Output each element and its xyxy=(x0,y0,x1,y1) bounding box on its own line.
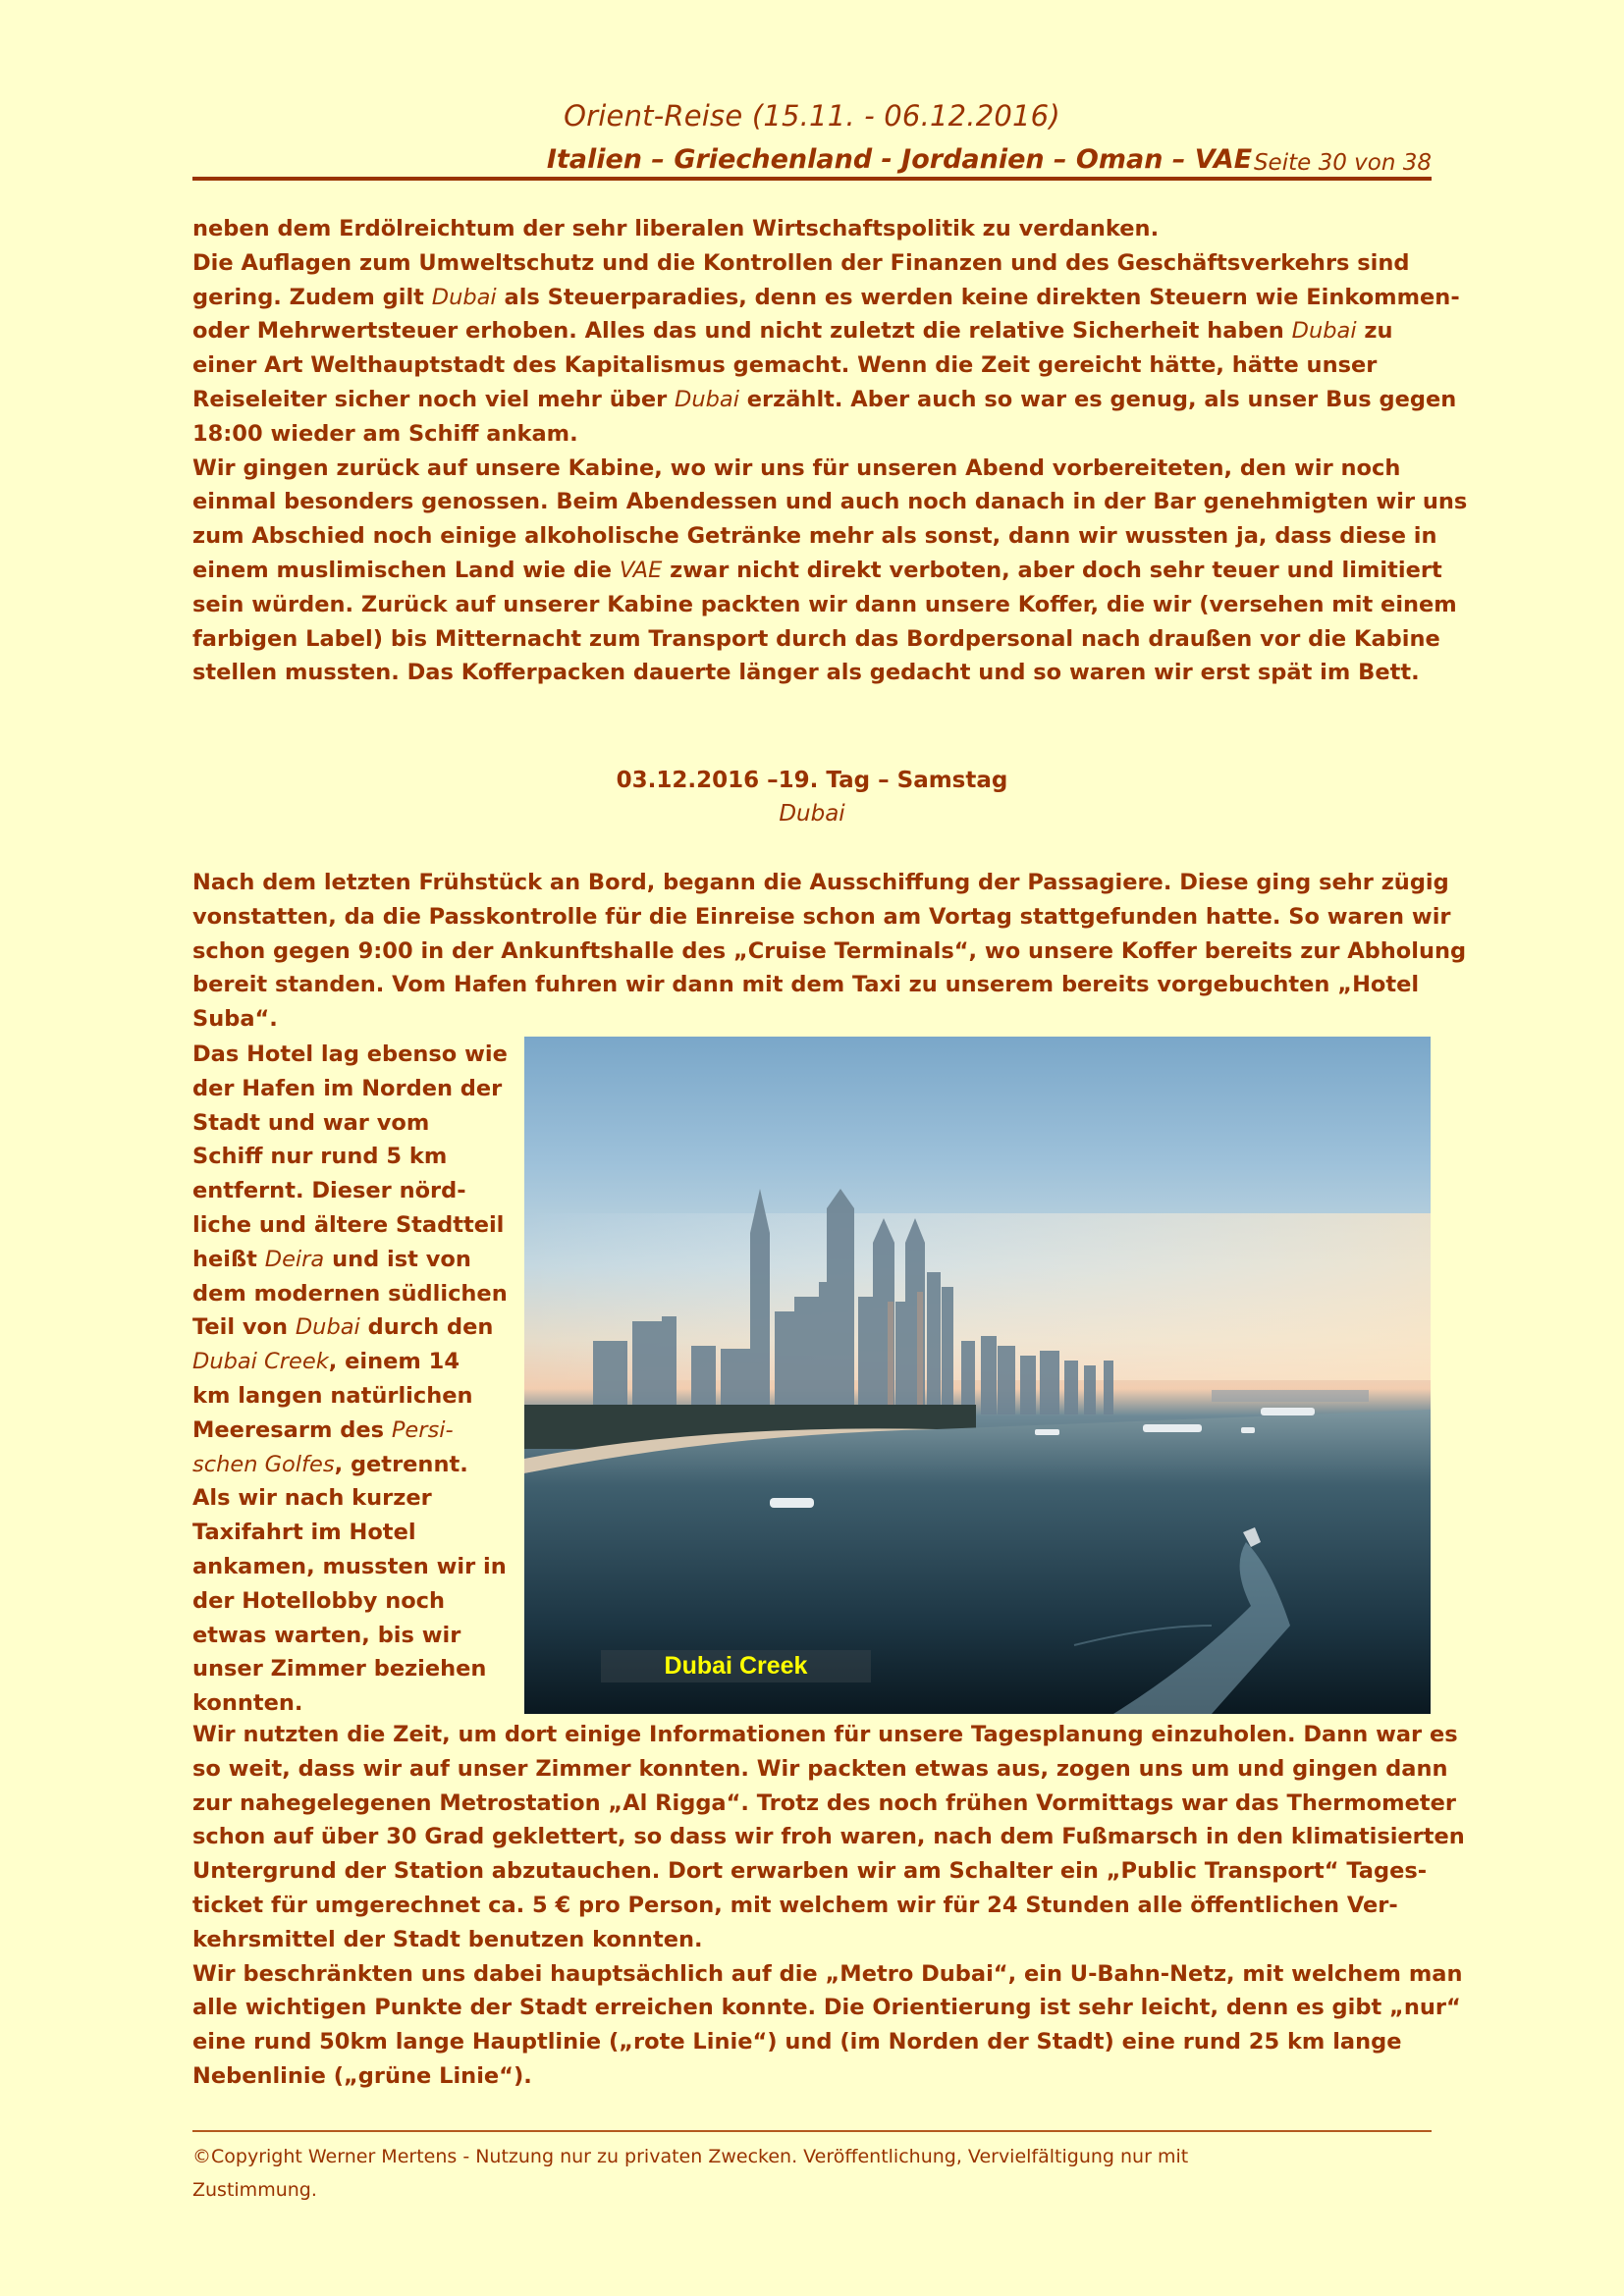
text-line: dem modernen südlichen xyxy=(192,1280,508,1307)
text-line: gering. Zudem gilt Dubai als Steuerparadies, denn es werden keine direkten Steuern wie Einkommen- xyxy=(192,284,1460,310)
text-line: kehrsmittel der Stadt benutzen konnten. xyxy=(192,1926,703,1952)
text-line: Wir nutzten die Zeit, um dort einige Informationen für unsere Tagesplanung einzuholen. Dann war es xyxy=(192,1722,1458,1747)
text-line: Wir gingen zurück auf unsere Kabine, wo wir uns für unseren Abend vorbereiteten, den wir noch xyxy=(192,454,1401,481)
copyright-line-2: Zustimmung. xyxy=(192,2179,317,2201)
dubai-creek-photo xyxy=(524,1037,1431,1714)
photo-caption: Dubai Creek xyxy=(664,1652,808,1680)
text-line: Das Hotel lag ebenso wie xyxy=(192,1041,508,1067)
day-heading: 03.12.2016 –19. Tag – Samstag xyxy=(616,768,1008,793)
text-line: der Hafen im Norden der xyxy=(192,1075,503,1101)
text-line: ankamen, mussten wir in xyxy=(192,1553,507,1579)
skyline-illustration xyxy=(524,1037,1431,1714)
text-line: so weit, dass wir auf unser Zimmer konnten. Wir packten etwas aus, zogen uns um und gingen dann xyxy=(192,1755,1448,1782)
text-line: Reiseleiter sicher noch viel mehr über Dubai erzählt. Aber auch so war es genug, als unser Bus gegen xyxy=(192,386,1457,412)
copyright-footer xyxy=(192,2140,1432,2207)
text-line: der Hotellobby noch xyxy=(192,1587,446,1614)
text-line: liche und ältere Stadtteil xyxy=(192,1211,505,1238)
text-line: schon auf über 30 Grad geklettert, so dass wir froh waren, nach dem Fußmarsch in den klimatisierten xyxy=(192,1824,1465,1850)
text-line: Als wir nach kurzer xyxy=(192,1485,432,1512)
text-line: vonstatten, da die Passkontrolle für die Einreise schon am Vortag stattgefunden hatte. So waren wir xyxy=(192,903,1451,930)
paragraph-evening xyxy=(192,212,1468,690)
paragraph-metro xyxy=(192,1718,1465,2094)
text-line: Die Auflagen zum Umweltschutz und die Kontrollen der Finanzen und des Geschäftsverkehrs sind xyxy=(192,249,1410,276)
text-line: oder Mehrwertsteuer erhoben. Alles das und nicht zuletzt die relative Sicherheit haben Dubai zu xyxy=(192,318,1393,345)
copyright-line-1: ©Copyright Werner Mertens - Nutzung nur zu privaten Zwecken. Veröffentlichung, Vervielfältigung nur mit xyxy=(192,2146,1189,2167)
text-line: einmal besonders genossen. Beim Abendessen und auch noch danach in der Bar genehmigten wir uns xyxy=(192,489,1468,515)
text-line: einem muslimischen Land wie die VAE zwar nicht direkt verboten, aber doch sehr teuer und limitiert xyxy=(192,557,1442,583)
caption-background xyxy=(601,1650,871,1682)
text-line: Wir beschränkten uns dabei hauptsächlich auf die „Metro Dubai“, ein U-Bahn-Netz, mit welchem man xyxy=(192,1960,1463,1987)
header-countries: Italien – Griechenland - Jordanien – Oman – VAE xyxy=(546,144,1253,175)
text-line: etwas warten, bis wir xyxy=(192,1622,461,1648)
text-line: Dubai Creek, einem 14 xyxy=(192,1349,460,1375)
text-line: schen Golfes, getrennt. xyxy=(192,1451,468,1477)
page-number: Seite 30 von 38 xyxy=(1253,150,1432,176)
text-line: Teil von Dubai durch den xyxy=(192,1314,494,1341)
text-line: sein würden. Zurück auf unserer Kabine packten wir dann unsere Koffer, die wir (versehen mit einem xyxy=(192,591,1457,617)
text-line: stellen mussten. Das Kofferpacken dauerte länger als gedacht und so waren wir erst spät im Bett. xyxy=(192,660,1420,686)
text-line: neben dem Erdölreichtum der sehr liberalen Wirtschaftspolitik zu verdanken. xyxy=(192,216,1160,241)
text-line: Untergrund der Station abzutauchen. Dort erwarben wir am Schalter ein „Public Transport“ Tages- xyxy=(192,1858,1428,1885)
text-line: Stadt und war vom xyxy=(192,1109,430,1136)
text-line: Nebenlinie („grüne Linie“). xyxy=(192,2062,532,2089)
text-line: Meeresarm des Persi- xyxy=(192,1416,454,1443)
text-line: alle wichtigen Punkte der Stadt erreichen konnte. Die Orientierung ist sehr leicht, denn es gibt „nur“ xyxy=(192,1995,1461,2021)
paragraph-disembarkation xyxy=(192,866,1467,1037)
day-location: Dubai xyxy=(779,801,845,827)
text-line: zur nahegelegenen Metrostation „Al Rigga“. Trotz des noch frühen Vormittags war das Thermometer xyxy=(192,1789,1456,1816)
text-line: bereit standen. Vom Hafen fuhren wir dann mit dem Taxi zu unserem bereits vorgebuchten „Hotel xyxy=(192,972,1420,998)
text-line: Nach dem letzten Frühstück an Bord, begann die Ausschiffung der Passagiere. Diese ging sehr zügig xyxy=(192,870,1449,895)
text-line: konnten. xyxy=(192,1690,303,1717)
text-line: Taxifahrt im Hotel xyxy=(192,1520,416,1546)
text-line: km langen natürlichen xyxy=(192,1382,473,1409)
header-divider xyxy=(192,177,1432,181)
text-line: Suba“. xyxy=(192,1006,278,1033)
text-line: 18:00 wieder am Schiff ankam. xyxy=(192,420,578,447)
text-line: heißt Deira und ist von xyxy=(192,1246,471,1272)
text-line: entfernt. Dieser nörd- xyxy=(192,1178,466,1204)
text-line: farbigen Label) bis Mitternacht zum Transport durch das Bordpersonal nach draußen vor die Kabine xyxy=(192,625,1440,652)
text-line: einer Art Welthauptstadt des Kapitalismus gemacht. Wenn die Zeit gereicht hätte, hätte unser xyxy=(192,352,1378,379)
paragraph-hotel-sidebar xyxy=(192,1038,516,1721)
text-line: schon gegen 9:00 in der Ankunftshalle des „Cruise Terminals“, wo unsere Koffer bereits zur Abholung xyxy=(192,937,1467,964)
text-line: unser Zimmer beziehen xyxy=(192,1656,487,1682)
document-title: Orient-Reise (15.11. - 06.12.2016) xyxy=(564,99,1060,133)
text-line: Schiff nur rund 5 km xyxy=(192,1144,448,1170)
text-line: ticket für umgerechnet ca. 5 € pro Person, mit welchem wir für 24 Stunden alle öffentlichen Ver- xyxy=(192,1892,1398,1918)
text-line: eine rund 50km lange Hauptlinie („rote Linie“) und (im Norden der Stadt) eine rund 25 km lange xyxy=(192,2029,1402,2056)
footer-divider xyxy=(192,2130,1432,2132)
text-line: zum Abschied noch einige alkoholische Getränke mehr als sonst, dann wir wussten ja, dass diese in xyxy=(192,523,1437,550)
